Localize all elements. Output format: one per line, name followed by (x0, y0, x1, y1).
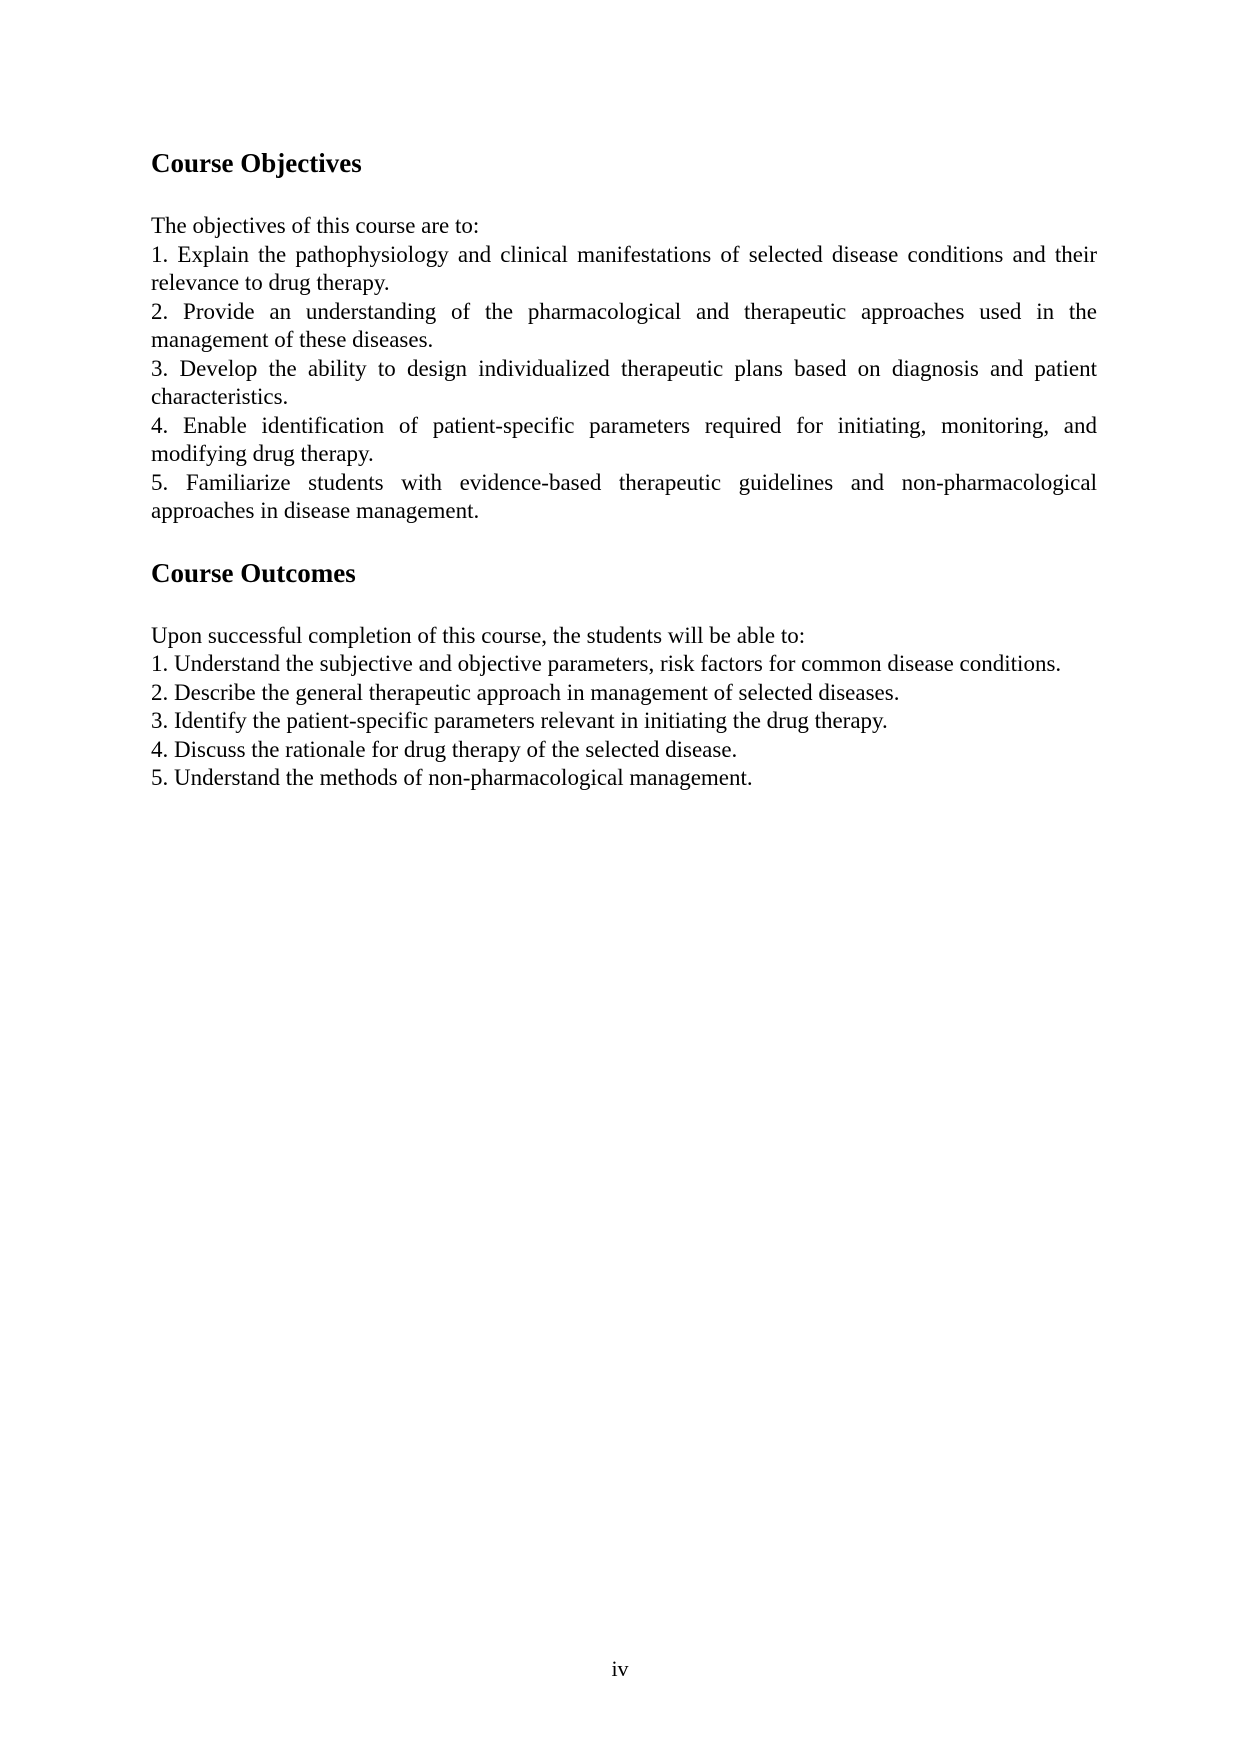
outcome-item: 4. Discuss the rationale for drug therapy of the selected disease. (151, 736, 738, 762)
page-number: iv (611, 1656, 629, 1681)
objective-item: 2. Provide an understanding of the pharmacological and therapeutic approaches used in the management of these diseases. (151, 298, 1097, 352)
outcomes-list (151, 650, 1097, 793)
course-objectives-section (151, 145, 1097, 526)
course-objectives-heading: Course Objectives (151, 148, 362, 178)
outcomes-intro: Upon successful completion of this course, the students will be able to: (151, 622, 806, 648)
page-content (151, 145, 1097, 793)
objective-item: 4. Enable identification of patient-specific parameters required for initiating, monitoring, and modifying drug therapy. (151, 412, 1097, 466)
outcome-item: 1. Understand the subjective and objective parameters, risk factors for common disease conditions. (151, 651, 1062, 676)
objective-item: 3. Develop the ability to design individualized therapeutic plans based on diagnosis and patient characteristics. (151, 355, 1097, 409)
objective-item: 5. Familiarize students with evidence-based therapeutic guidelines and non-pharmacological approaches in disease management. (151, 469, 1097, 523)
outcome-item: 2. Describe the general therapeutic approach in management of selected diseases. (151, 679, 900, 705)
outcome-item: 5. Understand the methods of non-pharmacological management. (151, 765, 753, 790)
course-outcomes-heading: Course Outcomes (151, 557, 356, 588)
objectives-list (151, 241, 1097, 526)
course-outcomes-section (151, 555, 1097, 793)
objectives-intro: The objectives of this course are to: (151, 213, 480, 238)
outcome-item: 3. Identify the patient-specific parameters relevant in initiating the drug therapy. (151, 708, 888, 733)
objective-item: 1. Explain the pathophysiology and clinical manifestations of selected disease conditions and their relevance to drug therapy. (151, 241, 1097, 295)
